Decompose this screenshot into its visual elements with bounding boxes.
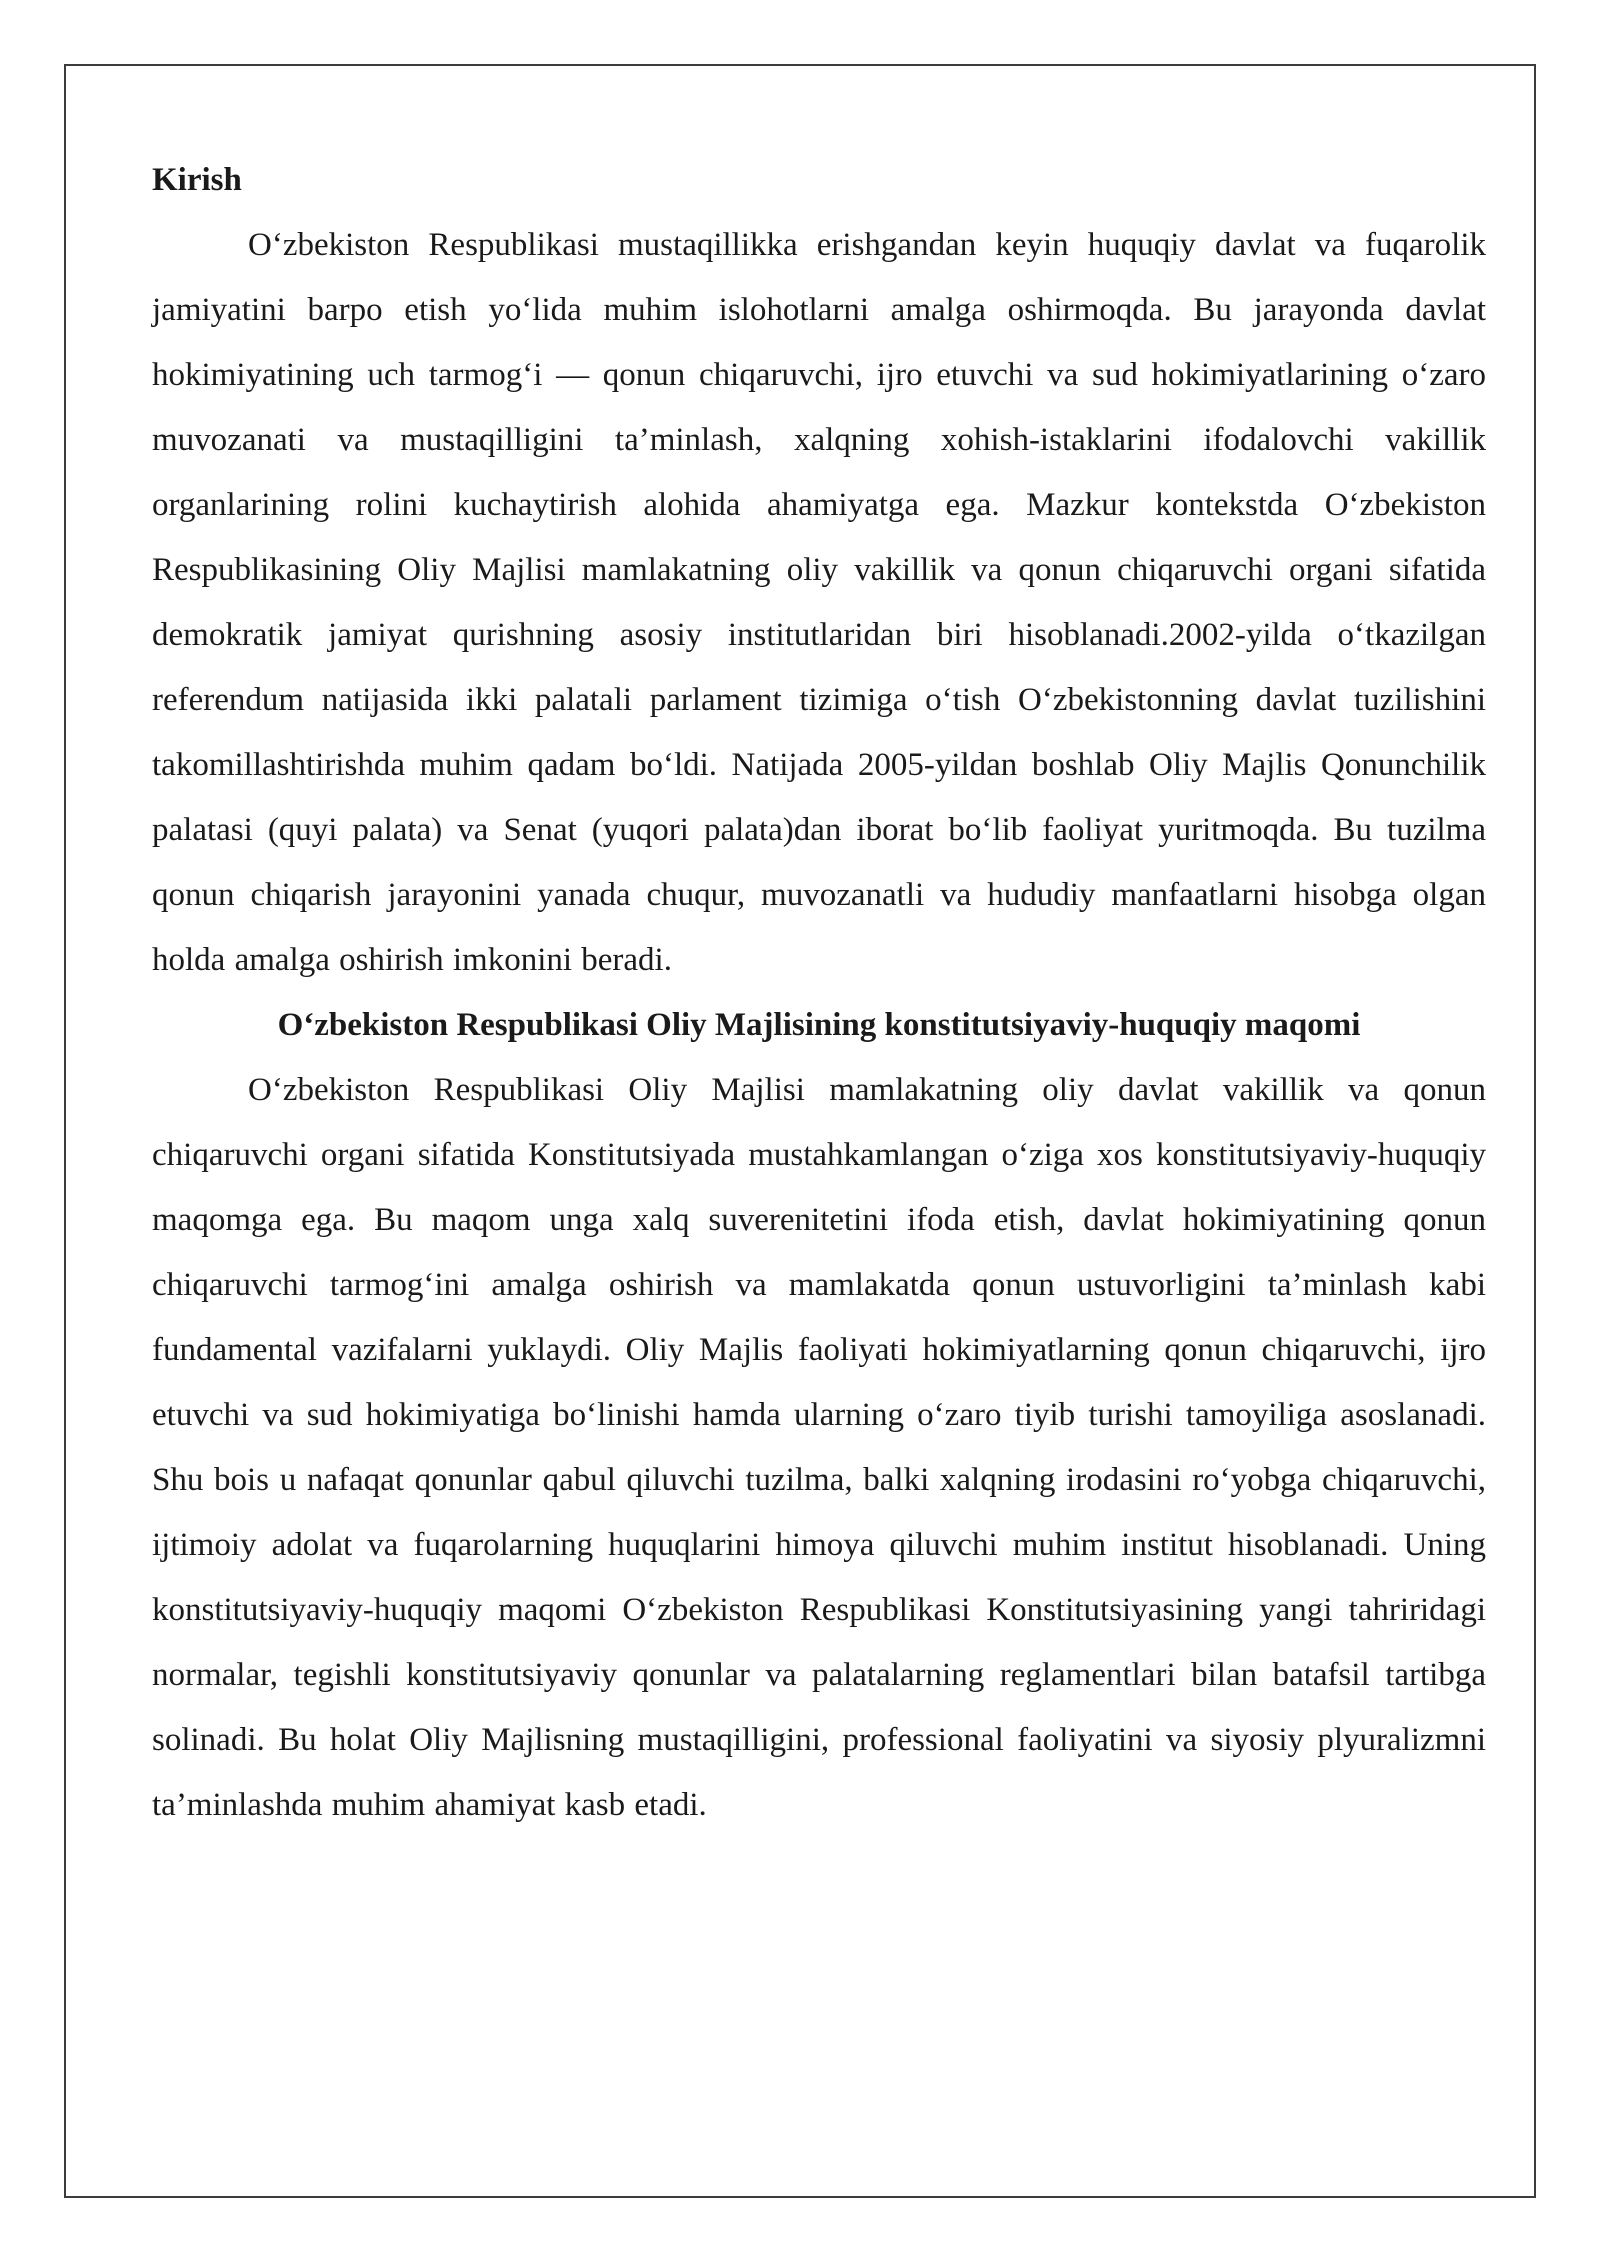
- document-body: [152, 148, 1486, 1838]
- section-paragraph: O‘zbekiston Respublikasi Oliy Majlisi mamlakatning oliy davlat vakillik va qonun chiqaruvchi organi sifatida Konstitutsiyada mustahkamlangan o‘ziga xos konstitutsiyaviy-huquqiy maqomga ega. Bu maqom unga xalq suverenitetini ifoda etish, davlat hokimiyatining qonun chiqaruvchi tarmog‘ini amalga oshirish va mamlakatda qonun ustuvorligini ta’minlash kabi fundamental vazifalarni yuklaydi. Oliy Majlis faoliyati hokimiyatlarning qonun chiqaruvchi, ijro etuvchi va sud hokimiyatiga bo‘linishi hamda ularning o‘zaro tiyib turishi tamoyiliga asoslanadi. Shu bois u nafaqat qonunlar qabul qiluvchi tuzilma, balki xalqning irodasini ro‘yobga chiqaruvchi, ijtimoiy adolat va fuqarolarning huquqlarini himoya qiluvchi muhim institut hisoblanadi. Uning konstitutsiyaviy-huquqiy maqomi O‘zbekiston Respublikasi Konstitutsiyasining yangi tahriridagi normalar, tegishli konstitutsiyaviy qonunlar va palatalarning reglamentlari bilan batafsil tartibga solinadi. Bu holat Oliy Majlisning mustaqilligini, professional faoliyatini va siyosiy plyuralizmni ta’minlashda muhim ahamiyat kasb etadi.: [152, 1072, 1486, 1823]
- document-heading: Kirish: [152, 162, 242, 198]
- section-title: O‘zbekiston Respublikasi Oliy Majlisining konstitutsiyaviy-huquqiy maqomi: [277, 1007, 1361, 1043]
- intro-paragraph: O‘zbekiston Respublikasi mustaqillikka erishgandan keyin huquqiy davlat va fuqarolik jamiyatini barpo etish yo‘lida muhim islohotlarni amalga oshirmoqda. Bu jarayonda davlat hokimiyatining uch tarmog‘i — qonun chiqaruvchi, ijro etuvchi va sud hokimiyatlarining o‘zaro muvozanati va mustaqilligini ta’minlash, xalqning xohish-istaklarini ifodalovchi vakillik organlarining rolini kuchaytirish alohida ahamiyatga ega. Mazkur kontekstda O‘zbekiston Respublikasining Oliy Majlisi mamlakatning oliy vakillik va qonun chiqaruvchi organi sifatida demokratik jamiyat qurishning asosiy institutlaridan biri hisoblanadi.2002-yilda o‘tkazilgan referendum natijasida ikki palatali parlament tizimiga o‘tish O‘zbekistonning davlat tuzilishini takomillashtirishda muhim qadam bo‘ldi. Natijada 2005-yildan boshlab Oliy Majlis Qonunchilik palatasi (quyi palata) va Senat (yuqori palata)dan iborat bo‘lib faoliyat yuritmoqda. Bu tuzilma qonun chiqarish jarayonini yanada chuqur, muvozanatli va hududiy manfaatlarni hisobga olgan holda amalga oshirish imkonini beradi.: [152, 227, 1486, 978]
